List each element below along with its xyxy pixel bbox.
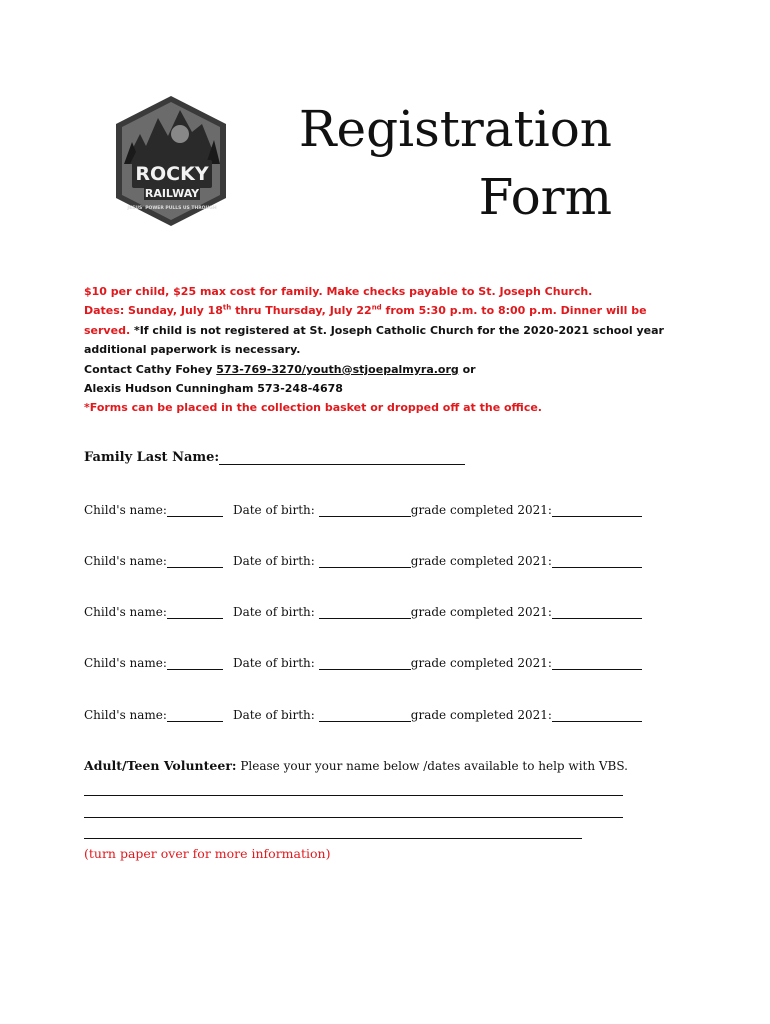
grade-label: grade completed 2021: [410,708,552,722]
logo-line1: ROCKY [135,163,209,185]
child-name-label: Child's name: [84,605,167,619]
child-row [84,708,642,722]
grade-blank[interactable] [552,656,642,670]
grade-blank[interactable] [552,554,642,568]
logo-tagline: JESUS' POWER PULLS US THROUGH [127,206,217,211]
forms-note: *Forms can be placed in the collection basket or dropped off at the office. [84,401,542,415]
dob-blank[interactable] [319,708,411,722]
child-name-blank[interactable] [167,503,223,517]
alexis-line: Alexis Hudson Cunningham 573-248-4678 [84,382,343,396]
volunteer-blank-1[interactable] [84,795,623,796]
child-name-label: Child's name: [84,554,167,568]
dob-blank[interactable] [319,656,411,670]
volunteer-blank-2[interactable] [84,817,623,818]
dob-blank[interactable] [319,605,411,619]
rocky-railway-logo [110,94,232,228]
volunteer-text: Please your your name below /dates available to help with VBS. [236,759,628,773]
child-name-label: Child's name: [84,656,167,670]
contact-line: Contact Cathy Fohey 573-769-3270/youth@stjoepalmyra.org or [84,362,476,376]
child-row [84,605,642,619]
cost-line: $10 per child, $25 max cost for family. Make checks payable to St. Joseph Church. [84,285,593,298]
volunteer-line [84,758,628,773]
dob-blank[interactable] [319,554,411,568]
grade-label: grade completed 2021: [410,554,552,568]
dob-label: Date of birth: [232,656,315,670]
info-block [84,282,664,418]
child-name-blank[interactable] [167,708,223,722]
dob-label: Date of birth: [232,503,315,517]
child-name-blank[interactable] [167,605,223,619]
dates-line: Dates: Sunday, July 18th thru Thursday, July 22nd from 5:30 p.m. to 8:00 p.m. Dinner will be [84,303,647,318]
child-name-blank[interactable] [167,656,223,670]
paperwork-line: additional paperwork is necessary. [84,343,301,357]
served-line: served. *If child is not registered at St. Joseph Catholic Church for the 2020-2021 school year [84,323,664,337]
child-name-blank[interactable] [167,554,223,568]
family-name-label: Family Last Name: [84,450,220,465]
dob-label: Date of birth: [232,554,315,568]
child-row [84,554,642,568]
child-row [84,503,642,517]
family-name-blank[interactable] [219,450,465,465]
dob-blank[interactable] [319,503,411,517]
logo-line2: RAILWAY [144,187,200,200]
contact-link[interactable]: 573-769-3270/youth@stjoepalmyra.org [216,362,459,376]
grade-blank[interactable] [552,708,642,722]
grade-label: grade completed 2021: [410,605,552,619]
child-name-label: Child's name: [84,503,167,517]
volunteer-blank-3[interactable] [84,838,582,839]
dob-label: Date of birth: [232,708,315,722]
family-name-field [84,450,465,465]
grade-label: grade completed 2021: [410,656,552,670]
grade-blank[interactable] [552,503,642,517]
volunteer-label: Adult/Teen Volunteer: [84,758,237,773]
child-row [84,656,642,670]
turn-over-note: (turn paper over for more information) [84,846,331,861]
form-title-line2: Form [478,168,612,226]
form-title-line1: Registration [298,100,612,158]
grade-blank[interactable] [552,605,642,619]
child-name-label: Child's name: [84,708,167,722]
grade-label: grade completed 2021: [410,503,552,517]
dob-label: Date of birth: [232,605,315,619]
